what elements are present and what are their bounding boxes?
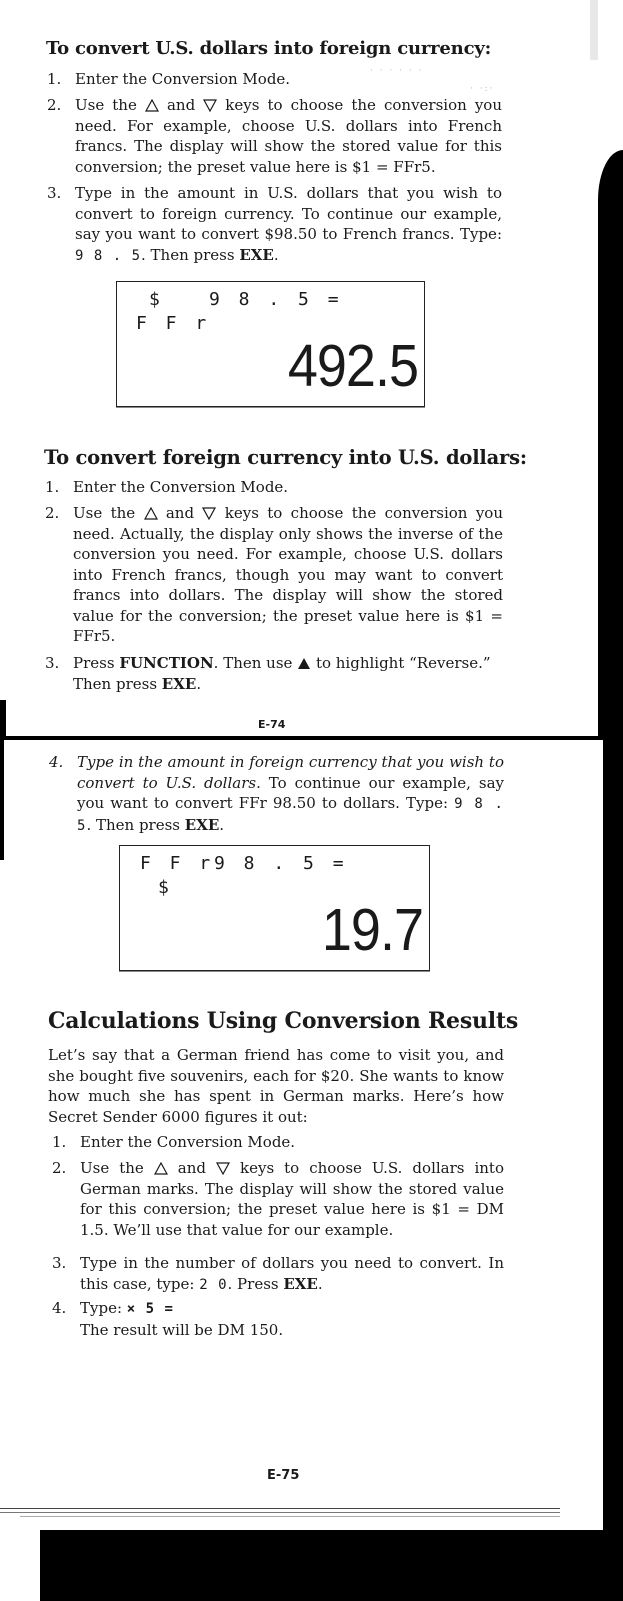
step-text: Enter the Conversion Mode. [80, 1133, 296, 1151]
display-input: 9 8 . 5 = [209, 289, 343, 310]
step-number: 1. [52, 1133, 67, 1151]
scan-edge [0, 740, 4, 860]
scan-rule [0, 1508, 560, 1509]
page-number: E-74 [258, 718, 286, 731]
step-number: 3. [52, 1254, 67, 1272]
step-number: 2. [45, 504, 60, 522]
intro-paragraph: Let’s say that a German friend has come to visit you, and she bought five souvenirs, each for $20. She wants to know how much she has spent in German marks. Here’s how Secret Sender 6000 figures it out: [48, 1046, 504, 1126]
step-text: Use the and keys to choose U.S. dollars into German marks. The display will show the stored value for this conversion; the preset value here is $1 = DM 1.5. We’ll use that value for our example. [80, 1159, 504, 1239]
page-number: E-75 [267, 1468, 300, 1483]
step-text: Use the and keys to choose the conversion you need. For example, choose U.S. dollars into French francs. The display will show the stored value for this conversion; the preset value here is $1 = FFr5. [75, 96, 502, 176]
display-target-currency: $ [158, 877, 173, 898]
triangle-up-filled-icon [297, 657, 311, 670]
scan-rule [0, 1512, 560, 1513]
step-text: Use the and keys to choose the conversion you need. Actually, the display only shows the inverse of the conversion you need. For example, choose U.S. dollars into French francs, though you may want to convert francs into dollars. The display will show the stored value for the conversion; the preset value here is $1 = FFr5. [73, 504, 503, 645]
scan-noise: · ·:· [470, 84, 495, 94]
step-number: 1. [47, 70, 62, 88]
calculator-display [119, 845, 430, 971]
step-number: 2. [47, 96, 62, 114]
display-result: 492.5 [287, 333, 418, 400]
step-number: 4. [49, 753, 64, 771]
step-text: Type: × 5 = The result will be DM 150. [80, 1299, 284, 1339]
section-heading: To convert foreign currency into U.S. dollars: [44, 446, 527, 469]
step-text: Type in the number of dollars you need to convert. In this case, type: 2 0. Press EXE. [80, 1254, 504, 1293]
scan-rule [20, 1516, 560, 1517]
scan-edge [0, 700, 6, 740]
page-e75 [0, 740, 623, 1530]
page-e74 [0, 0, 623, 740]
scan-edge [0, 1530, 623, 1601]
step-text: Enter the Conversion Mode. [75, 70, 291, 88]
section-heading: Calculations Using Conversion Results [48, 1008, 519, 1034]
scan-edge [603, 740, 623, 1530]
scan-edge-light [0, 1528, 40, 1601]
display-currency-symbol: $ [149, 289, 164, 310]
triangle-down-outline-icon [203, 99, 217, 112]
step-text: Enter the Conversion Mode. [73, 478, 289, 496]
step-number: 3. [45, 654, 60, 672]
step-number: 2. [52, 1159, 67, 1177]
step-number: 1. [45, 478, 60, 496]
triangle-down-outline-icon [216, 1162, 230, 1175]
triangle-up-outline-icon [154, 1162, 168, 1175]
section-heading: To convert U.S. dollars into foreign currency: [46, 38, 492, 59]
triangle-up-outline-icon [144, 507, 158, 520]
step-text: Press FUNCTION. Then use to highlight “Reverse.” Then press EXE. [73, 654, 491, 693]
triangle-down-outline-icon [202, 507, 216, 520]
step-text: Type in the amount in U.S. dollars that you wish to convert to foreign currency. To continue our example, say you want to convert $98.50 to French francs. Type: 9 8 . 5. Then press EXE. [75, 184, 502, 264]
display-target-currency: F F r [136, 313, 211, 334]
display-result: 19.7 [321, 897, 423, 964]
scan-edge [598, 150, 623, 736]
scan-edge [590, 0, 598, 60]
triangle-up-outline-icon [145, 99, 159, 112]
scan-noise: · · · · · · [370, 66, 424, 76]
step-number: 3. [47, 184, 62, 202]
display-input: 9 8 . 5 = [214, 853, 348, 874]
calculator-display [116, 281, 425, 407]
display-source-currency: F F r [140, 853, 215, 874]
step-number: 4. [52, 1299, 67, 1317]
step-text: Type in the amount in foreign currency that you wish to convert to U.S. dollars. To continue our example, say you want to convert FFr 98.50 to dollars. Type: 9 8 . 5. Then press EXE. [77, 753, 504, 834]
